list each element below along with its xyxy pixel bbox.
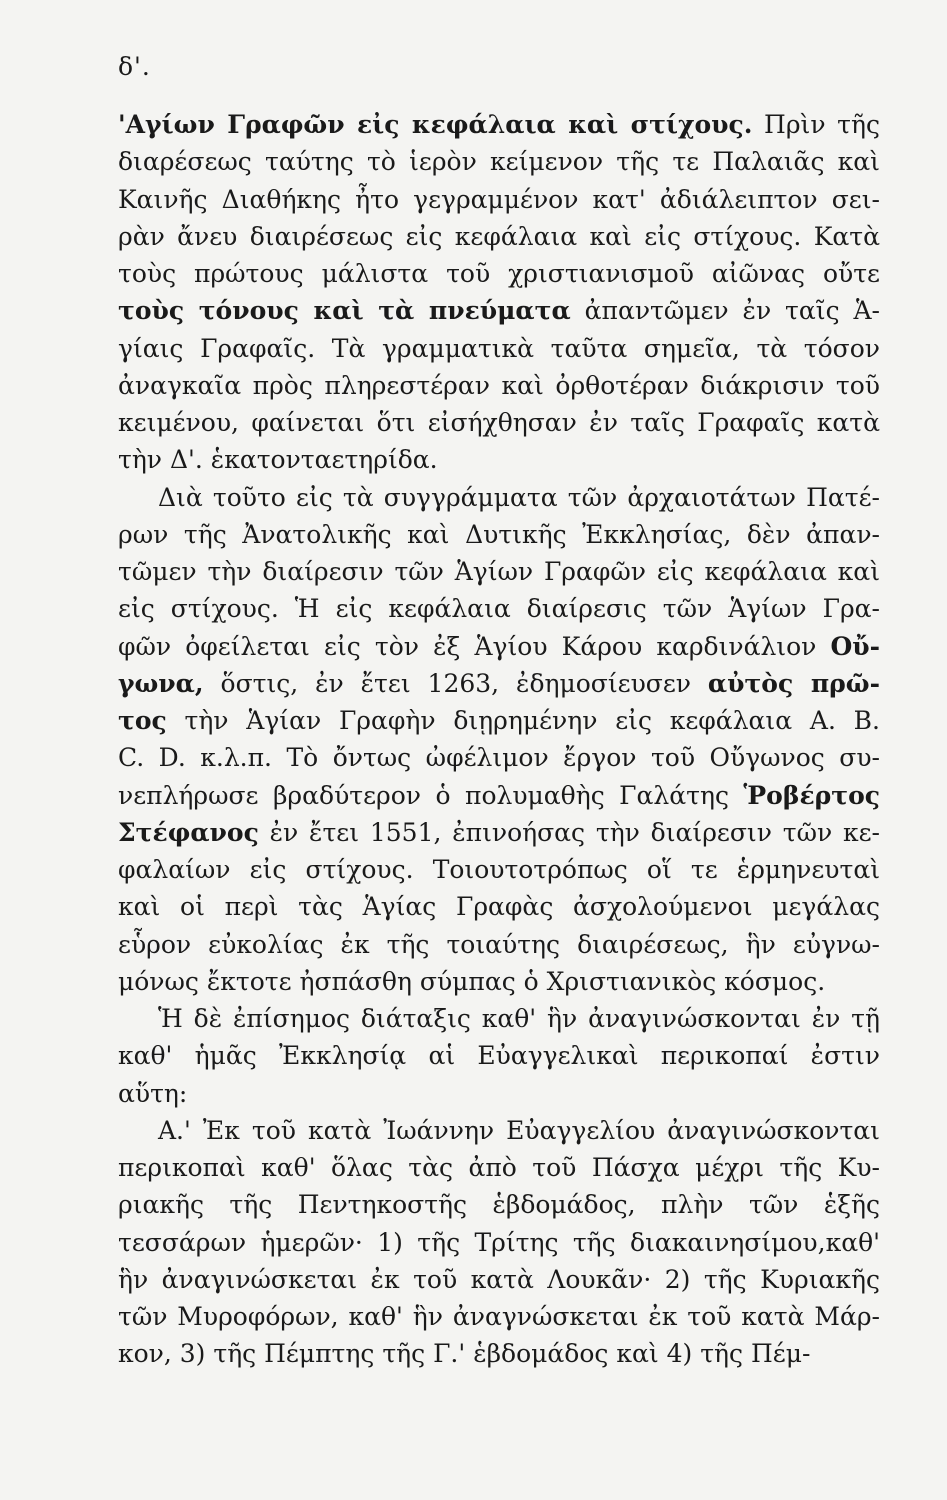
text-line [118,628,880,665]
text-span: τὴν Ἁγίαν Γραφὴν διῃρημένην εἰς κεφάλαια Α. Β. [166,706,880,735]
text-span: ἐν ἔτει 1551, ἐπινοήσας τὴν διαίρεσιν τῶν κε- [258,817,880,847]
text-span: τὴν Δ'. ἑκατονταετηρίδα. [118,445,438,475]
text-span: μόνως ἔκτοτε ἠσπάσθη σύμπας ὁ Χριστιανικὸς κόσμος. [118,966,826,996]
text-span: τοὺς πρώτους μάλιστα τοῦ χριστιανισμοῦ αἰῶνας οὔτε [118,259,880,288]
text-span: περικοπαὶ καθ' ὅλας τὰς ἀπὸ τοῦ Πάσχα μέχρι τῆς Κυ- [118,1153,880,1182]
text-span: εἰς στίχους. Ἡ εἰς κεφάλαια διαίρεσις τῶν Ἁγίων Γρα- [118,594,880,624]
text-line [118,1298,880,1335]
text-span: ρων τῆς Ἀνατολικῆς καὶ Δυτικῆς Ἐκκλησίας, δὲν ἀπαν- [118,519,880,549]
bold-text-span: Οὔ- [830,631,880,661]
text-span: Διὰ τοῦτο εἰς τὰ συγγράμματα τῶν ἀρχαιοτάτων Πατέ- [158,482,880,512]
text-span: Α.' Ἐκ τοῦ κατὰ Ἰωάννην Εὐαγγελίου ἀναγινώσκονται [158,1115,880,1145]
text-span: καθ' ἡμᾶς Ἐκκλησίᾳ αἱ Εὐαγγελικαὶ περικοπαί ἐστιν [118,1041,880,1071]
text-span: νεπλήρωσε βραδύτερον ὁ πολυμαθὴς Γαλάτης [118,780,744,810]
text-line [118,851,880,888]
text-line [118,1149,880,1186]
bold-text-span: γωνα, [118,668,204,698]
text-line [118,106,880,143]
text-span: εὗρον εὐκολίας ἐκ τῆς τοιαύτης διαιρέσεως, ἣν εὐγνω- [118,929,880,959]
text-line [118,553,880,590]
text-line [118,888,880,925]
bold-text-span: 'Αγίων Γραφῶν εἰς κεφάλαια καὶ στίχους. [118,110,753,139]
text-line [118,181,880,218]
text-span: αὕτη: [118,1078,188,1108]
text-span: τῶμεν τὴν διαίρεσιν τῶν Ἁγίων Γραφῶν εἰς κεφάλαια καὶ [118,557,880,586]
text-line [118,1075,880,1112]
text-span: διαρέσεως ταύτης τὸ ἱερὸν κείμενον τῆς τε Παλαιᾶς καὶ [118,147,880,177]
text-line [118,367,880,404]
text-line [118,1224,880,1261]
text-line [118,1112,880,1149]
text-span: Καινῆς Διαθήκης ἦτο γεγραμμένον κατ' ἀδιάλειπτον σει- [118,184,880,214]
text-span: ἣν ἀναγινώσκεται ἐκ τοῦ κατὰ Λουκᾶν· 2) τῆς Κυριακῆς [118,1264,880,1294]
text-line [118,665,880,702]
text-line [118,330,880,367]
text-span: τῶν Μυροφόρων, καθ' ἣν ἀναγνώσκεται ἐκ τοῦ κατὰ Μάρ- [118,1302,880,1331]
body-text [118,106,880,1373]
text-span: Πρὶν τῆς [752,110,880,139]
text-line [118,814,880,851]
text-line [118,218,880,255]
text-line [118,516,880,553]
text-span: καὶ οἱ περὶ τὰς Ἁγίας Γραφὰς ἀσχολούμενοι μεγάλας [118,892,880,922]
text-line [118,1000,880,1037]
text-line [118,963,880,1000]
text-span: φαλαίων εἰς στίχους. Τοιουτοτρόπως οἵ τε ἑρμηνευταὶ [118,855,880,884]
text-span: ἀναγκαῖα πρὸς πληρεστέραν καὶ ὀρθοτέραν διάκρισιν τοῦ [118,370,880,400]
text-line [118,404,880,441]
text-line [118,1186,880,1223]
text-line [118,926,880,963]
bold-text-span: αὐτὸς πρῶ- [707,668,880,698]
text-line [118,777,880,814]
bold-text-span: τοὺς τόνους καὶ τὰ πνεύματα [118,296,571,326]
text-span: C. D. κ.λ.π. Τὸ ὄντως ὠφέλιμον ἔργον τοῦ Οὔγωνος συ- [118,743,880,773]
bold-text-span: Στέφανος [118,817,259,847]
text-span: γίαις Γραφαῖς. Τὰ γραμματικὰ ταῦτα σημεῖα, τὰ τόσον [118,333,880,363]
bold-text-span: τος [118,706,167,735]
text-span: ὅστις, ἐν ἔτει 1263, ἐδημοσίευσεν [203,668,708,698]
text-line [118,255,880,292]
text-line [118,143,880,180]
text-span: ριακῆς τῆς Πεντηκοστῆς ἑβδομάδος, πλὴν τῶν ἑξῆς [118,1190,880,1220]
text-line [118,1037,880,1074]
text-span: κειμένου, φαίνεται ὅτι εἰσήχθησαν ἐν ταῖς Γραφαῖς κατὰ [118,408,880,437]
text-span: ἀπαντῶμεν ἐν ταῖς Ἁ- [570,296,880,326]
text-line [118,292,880,329]
text-span: κον, 3) τῆς Πέμπτης τῆς Γ.' ἑβδομάδος καὶ 4) τῆς Πέμ- [118,1339,811,1369]
text-span: τεσσάρων ἡμερῶν· 1) τῆς Τρίτης τῆς διακαινησίμου,καθ' [118,1227,880,1257]
text-span: Ἡ δὲ ἐπίσημος διάταξις καθ' ἣν ἀναγινώσκονται ἐν τῇ [158,1004,880,1033]
text-line [118,479,880,516]
bold-text-span: Ῥοβέρτος [743,780,880,810]
text-line [118,739,880,776]
text-line [118,1335,880,1372]
text-line [118,702,880,739]
text-span: ρὰν ἄνευ διαιρέσεως εἰς κεφάλαια καὶ εἰς στίχους. Κατὰ [118,221,880,251]
text-line [118,441,880,478]
text-line [118,1261,880,1298]
text-line [118,590,880,627]
page-number: δ'. [118,52,151,81]
text-span: φῶν ὀφείλεται εἰς τὸν ἐξ Ἁγίου Κάρου καρδινάλιον [118,631,831,661]
